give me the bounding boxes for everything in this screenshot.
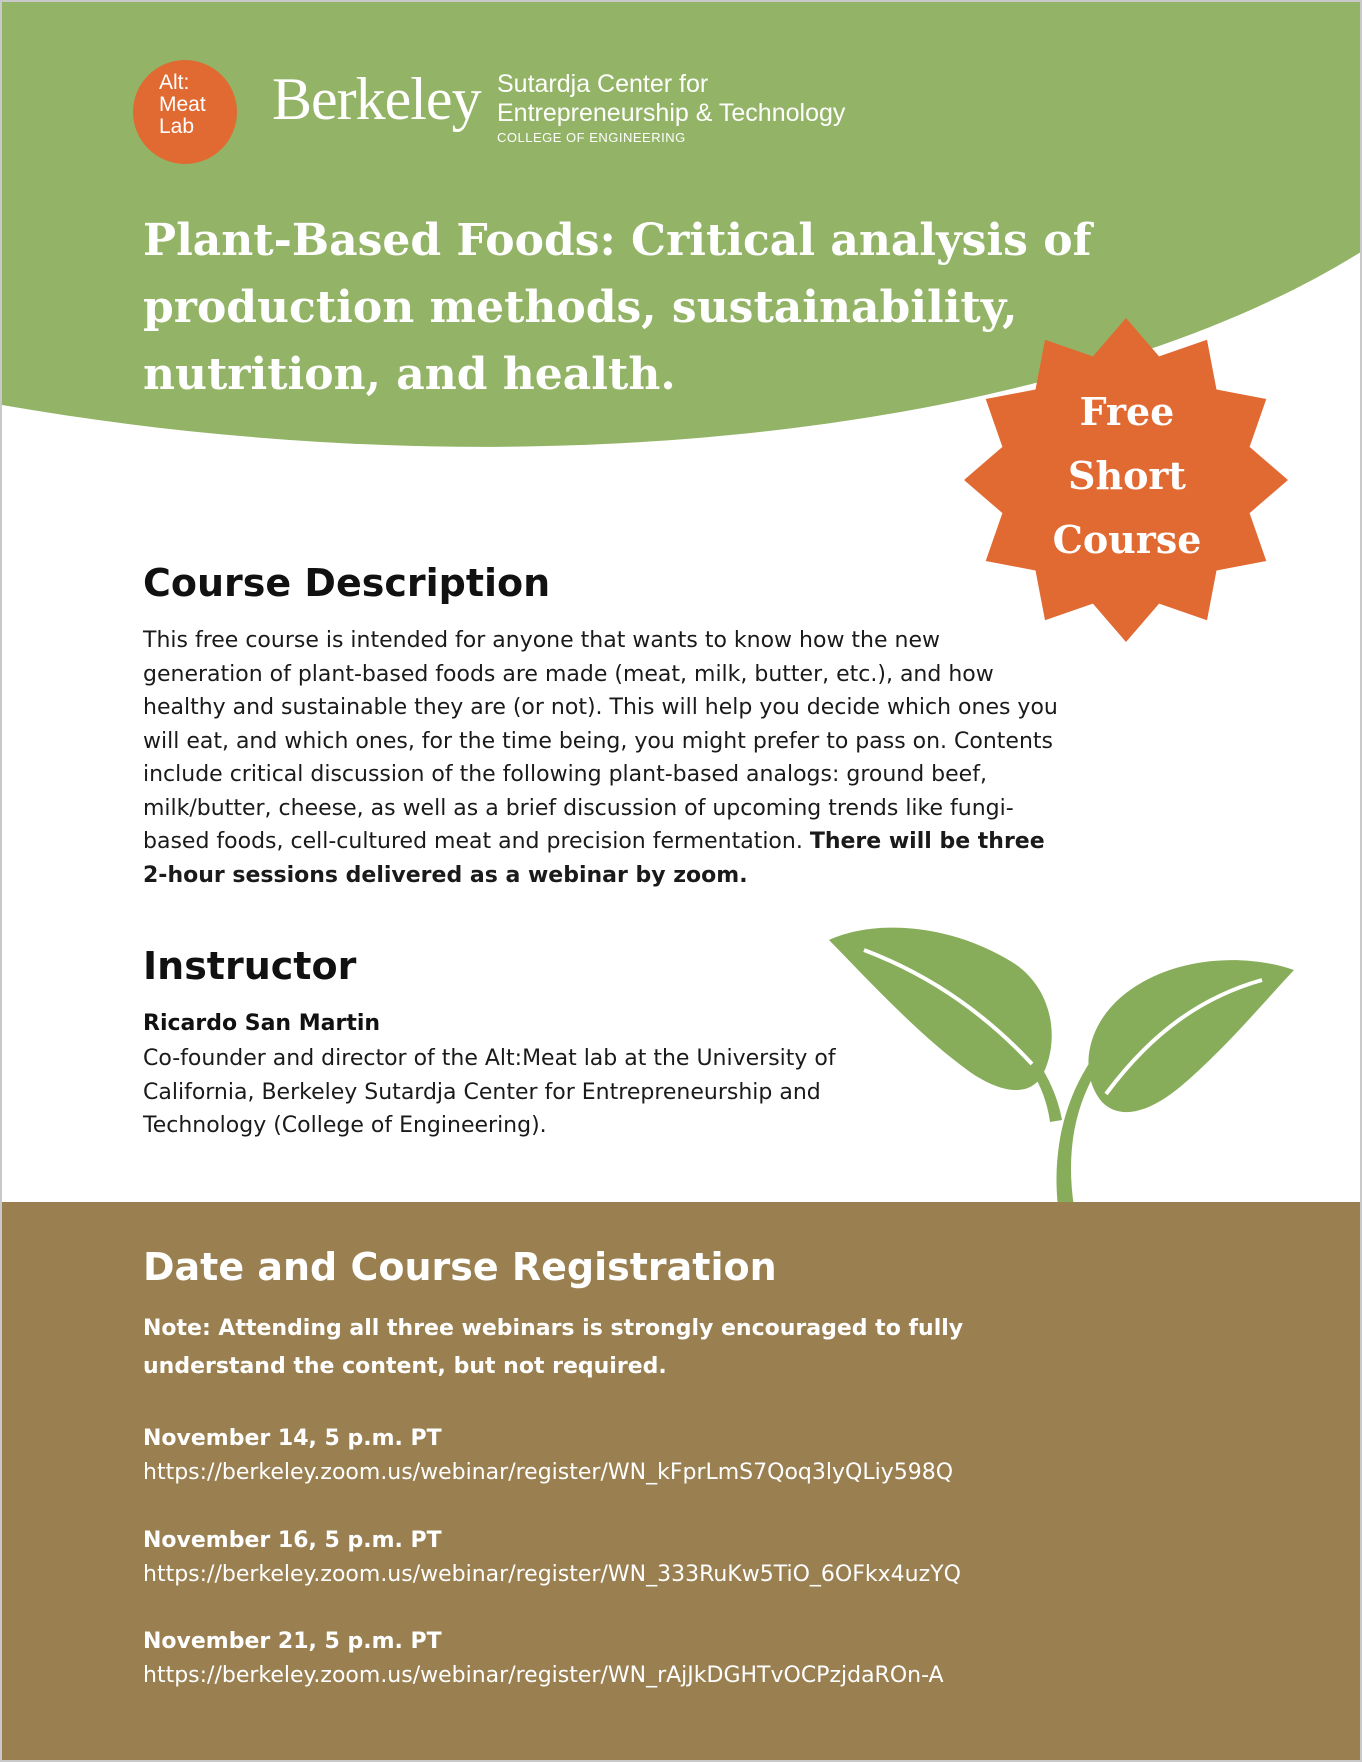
session-registration-link[interactable]: https://berkeley.zoom.us/webinar/register/WN_rAjJkDGHTvOCPzjdaROn-A [143, 1663, 944, 1688]
session-item [143, 1524, 961, 1592]
instructor-name: Ricardo San Martin [143, 1011, 381, 1036]
center-name-line-1: Sutardja Center for [497, 70, 709, 98]
registration-note: Note: Attending all three webinars is strongly encouraged to fully understand the content, but not required. [143, 1316, 964, 1379]
page-title: Plant-Based Foods: Critical analysis of production methods, sustainability, nutrition, and health. [143, 215, 1092, 400]
instructor-heading: Instructor [143, 944, 357, 988]
session-item [143, 1625, 944, 1693]
description-body: This free course is intended for anyone that wants to know how the new generation of plant-based foods are made (meat, milk, butter, etc.), and how healthy and sustainable they are (or not). This will help you decide which ones you will eat, and which ones, for the time being, you might prefer to pass on. Contents include critical discussion of the following plant-based analogs: ground beef, milk/butter, cheese, as well as a brief discussion of upcoming trends like fungi-based foods, cell-cultured meat and precision fermentation. [143, 628, 1058, 854]
description-sessions-note: There will be three 2-hour sessions delivered as a webinar by zoom. [143, 829, 1045, 888]
badge-line-2: Short [1068, 453, 1186, 498]
logo-line-2: Meat [159, 93, 206, 116]
college-label: COLLEGE OF ENGINEERING [497, 130, 686, 145]
sprout-leaf-icon [2, 2, 1362, 1212]
session-date: November 14, 5 p.m. PT [143, 1426, 442, 1451]
course-description-heading: Course Description [143, 561, 551, 605]
badge-line-3: Course [1052, 517, 1202, 562]
badge-line-1: Free [1079, 389, 1175, 434]
session-registration-link[interactable]: https://berkeley.zoom.us/webinar/register/WN_333RuKw5TiO_6OFkx4uzYQ [143, 1562, 961, 1587]
logo-line-1: Alt: [159, 71, 190, 94]
logo-line-3: Lab [159, 115, 195, 138]
instructor-bio: Co-founder and director of the Alt:Meat lab at the University of California, Berkeley Sutardja Center for Entrepreneurship and Technology (College of Engineering). [143, 1046, 836, 1138]
session-date: November 16, 5 p.m. PT [143, 1528, 442, 1553]
berkeley-wordmark: Berkeley [272, 66, 481, 132]
session-item [143, 1422, 953, 1490]
center-name-line-2: Entrepreneurship & Technology [497, 99, 846, 127]
registration-heading: Date and Course Registration [143, 1245, 777, 1289]
session-registration-link[interactable]: https://berkeley.zoom.us/webinar/register/WN_kFprLmS7Qoq3lyQLiy598Q [143, 1460, 954, 1485]
session-date: November 21, 5 p.m. PT [143, 1629, 442, 1654]
